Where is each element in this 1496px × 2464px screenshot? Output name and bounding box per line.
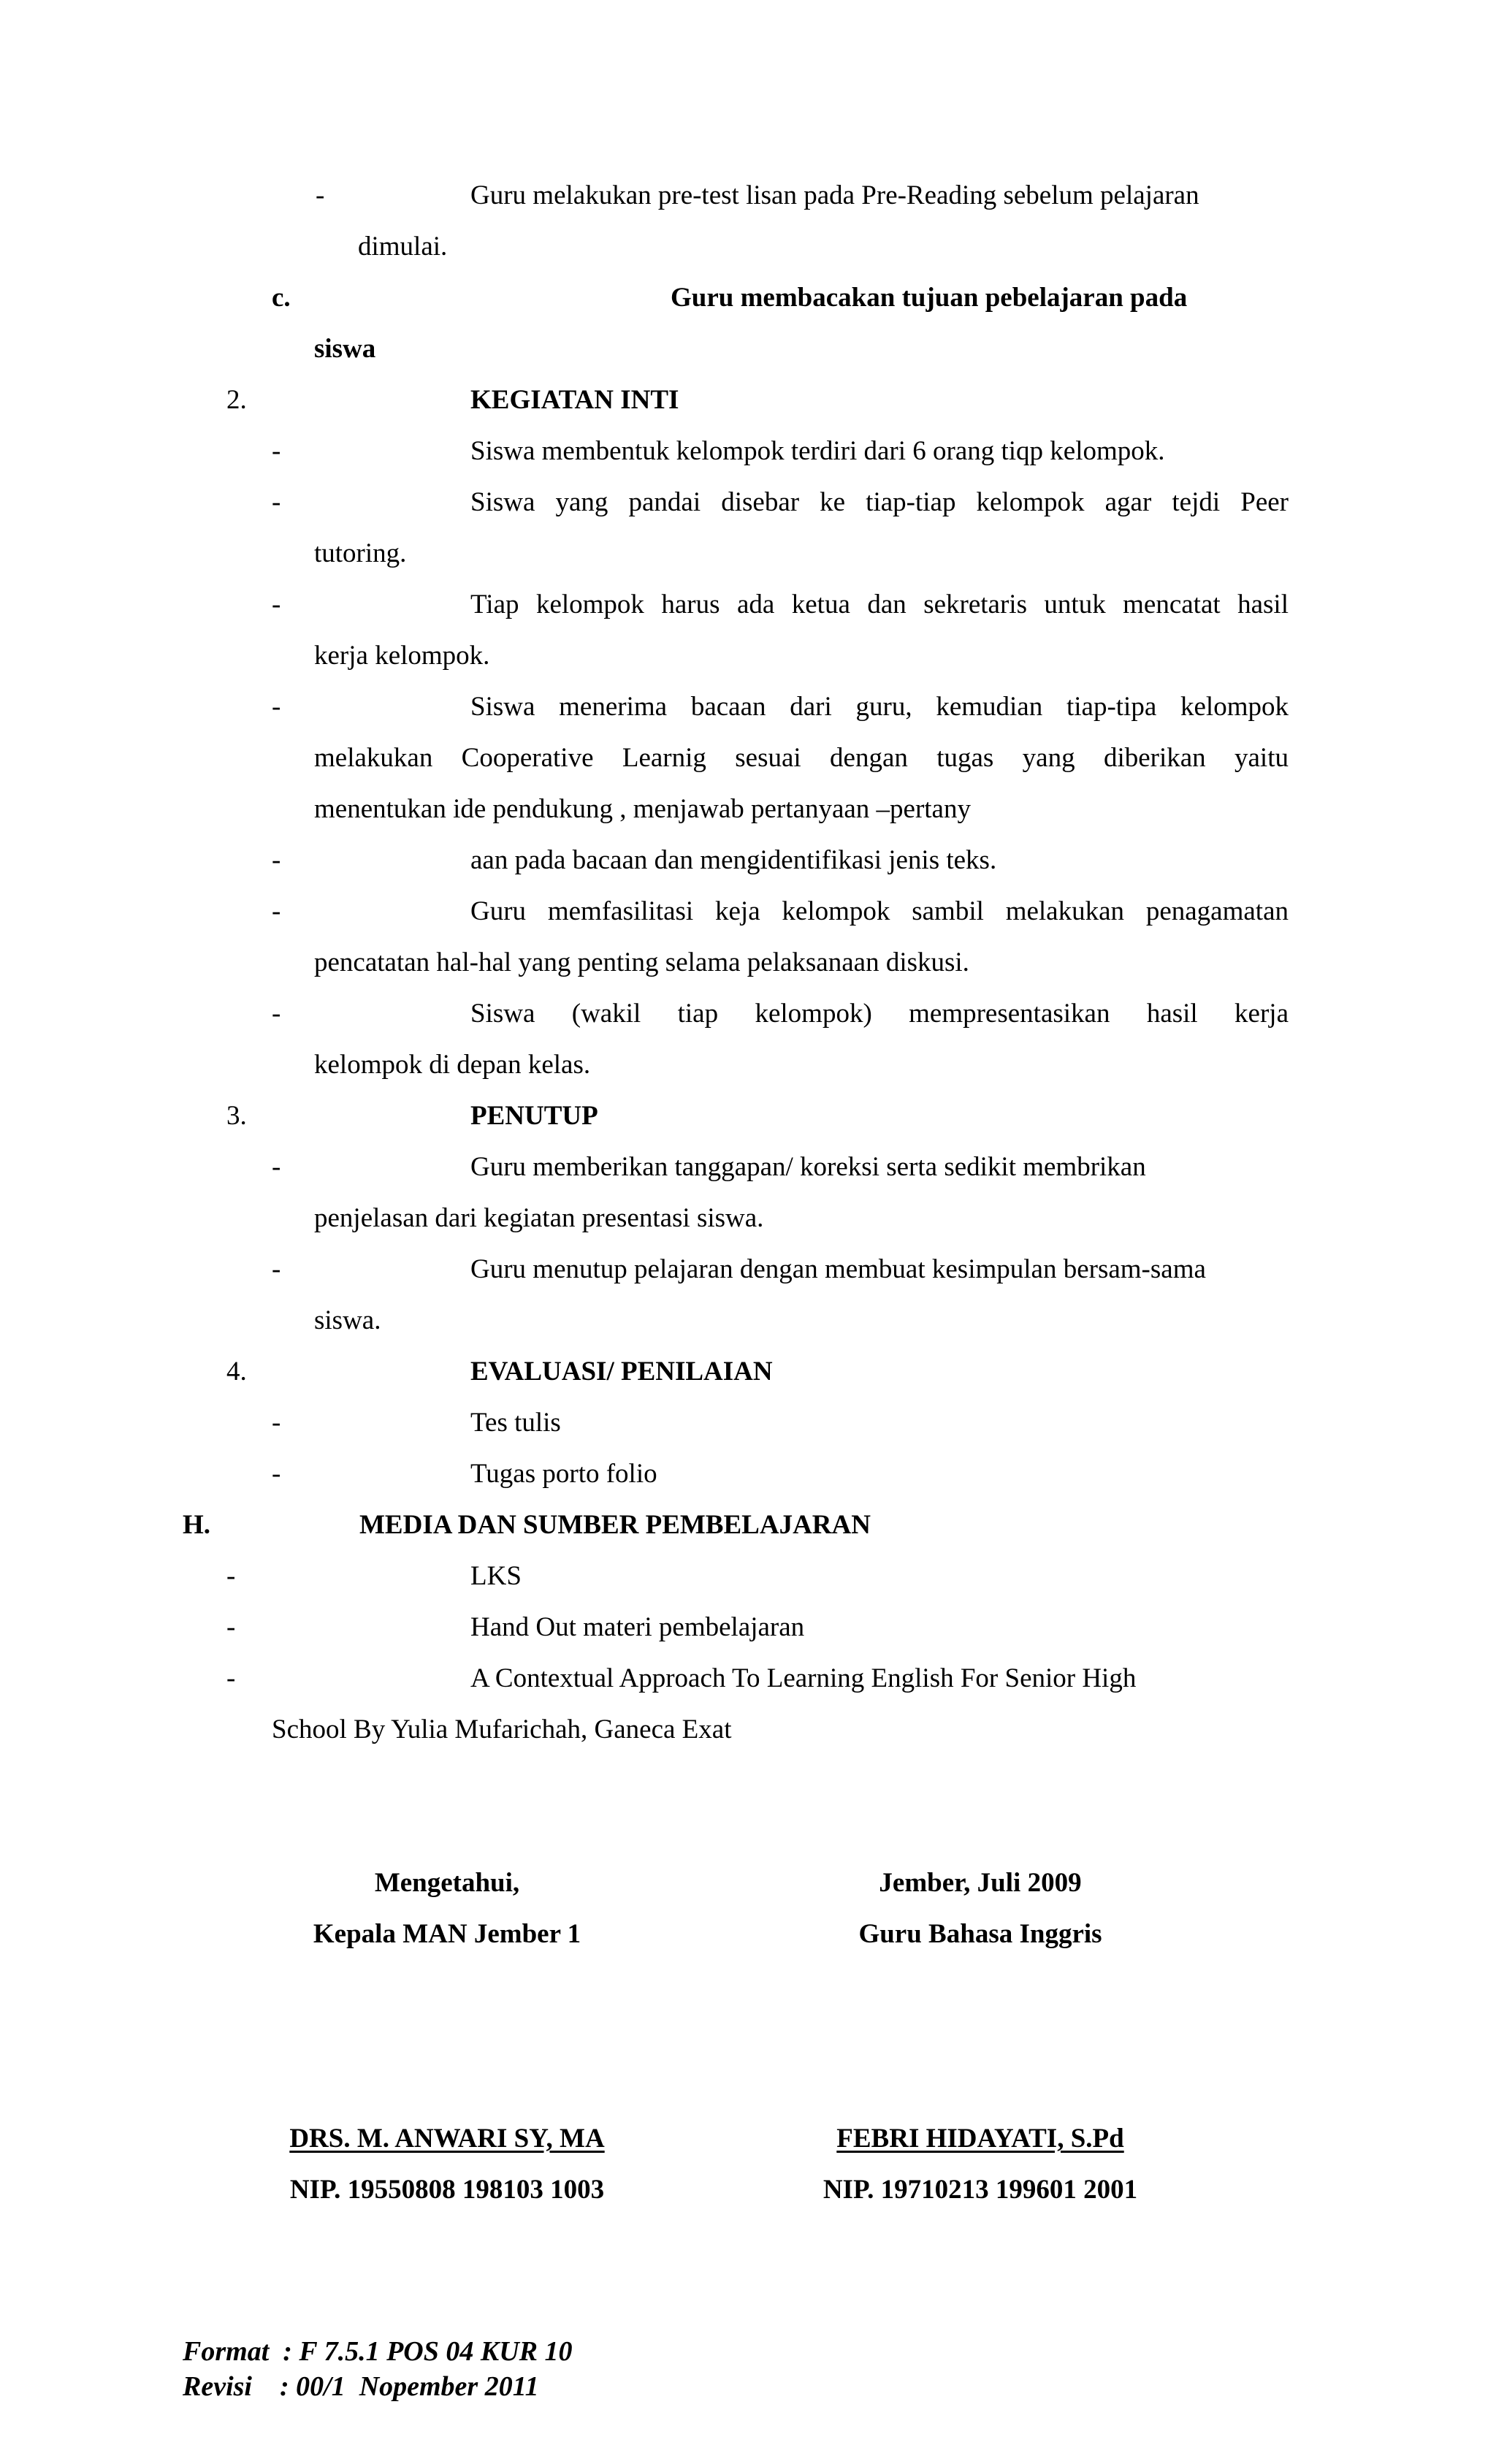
list-item-text: aan pada bacaan dan mengidentifikasi jenis teks.	[470, 845, 997, 875]
list-item-text: Tes tulis	[470, 1408, 561, 1438]
item-heading-cont: siswa	[314, 334, 376, 364]
left-signatory-nip: NIP. 19550808 198103 1003	[289, 2175, 605, 2205]
list-item-cont: siswa.	[314, 1305, 381, 1335]
section-number: 2.	[226, 385, 247, 415]
right-signatory-nip: NIP. 19710213 199601 2001	[823, 2175, 1138, 2205]
item-heading: Guru membacakan tujuan pebelajaran pada	[671, 283, 1188, 313]
right-signatory-name	[760, 2123, 1201, 2155]
list-item-cont: tutoring.	[314, 538, 407, 568]
list-item-text: Guru memfasilitasi keja kelompok sambil melakukan penagamatan	[470, 896, 1289, 926]
left-signature-line2: Kepala MAN Jember 1	[313, 1919, 581, 1949]
footer-format: Format : F 7.5.1 POS 04 KUR 10	[183, 2336, 573, 2367]
section-title: KEGIATAN INTI	[470, 385, 679, 415]
bullet: -	[226, 1561, 236, 1591]
item-number: c.	[272, 283, 291, 313]
list-item-text: Guru menutup pelajaran dengan membuat kesimpulan bersam-sama	[470, 1254, 1206, 1284]
section-number: 4.	[226, 1357, 247, 1387]
list-item-cont: menentukan ide pendukung , menjawab pertanyaan –pertany	[314, 794, 971, 824]
list-item-cont: melakukan Cooperative Learnig sesuai dengan tugas yang diberikan yaitu	[314, 743, 1289, 773]
list-item-text: Guru memberikan tanggapan/ koreksi serta sedikit membrikan	[470, 1152, 1146, 1182]
list-item-text: Siswa yang pandai disebar ke tiap-tiap kelompok agar tejdi Peer	[470, 487, 1289, 517]
bullet: -	[272, 692, 281, 722]
list-item-cont: penjelasan dari kegiatan presentasi siswa.	[314, 1203, 764, 1233]
left-signatory-name	[226, 2123, 668, 2155]
bullet: -	[272, 1152, 281, 1182]
list-item-cont: dimulai.	[358, 232, 448, 262]
bullet: -	[272, 1459, 281, 1489]
list-item-cont: kerja kelompok.	[314, 641, 490, 671]
bullet: -	[272, 1408, 281, 1438]
bullet: -	[272, 436, 281, 466]
footer-revisi: Revisi : 00/1 Nopember 2011	[183, 2371, 539, 2402]
list-item-text: Guru melakukan pre-test lisan pada Pre-Reading sebelum pelajaran	[470, 180, 1199, 210]
right-signature-line1: Jember, Juli 2009	[879, 1868, 1082, 1898]
section-number: 3.	[226, 1101, 247, 1131]
left-signatory-name-text: DRS. M. ANWARI SY, MA	[289, 2124, 605, 2154]
section-title: EVALUASI/ PENILAIAN	[470, 1357, 773, 1387]
bullet: -	[272, 487, 281, 517]
bullet: -	[272, 896, 281, 926]
list-item-text: A Contextual Approach To Learning English For Senior High	[470, 1663, 1137, 1693]
list-item-text: Tugas porto folio	[470, 1459, 657, 1489]
right-signatory-name-text: FEBRI HIDAYATI, S.Pd	[836, 2124, 1124, 2154]
list-item-cont: kelompok di depan kelas.	[314, 1050, 591, 1080]
bullet: -	[272, 1254, 281, 1284]
bullet: -	[272, 590, 281, 619]
list-item-text: Hand Out materi pembelajaran	[470, 1612, 805, 1642]
list-item-text: Siswa (wakil tiap kelompok) mempresentasikan hasil kerja	[470, 999, 1289, 1029]
bullet: -	[272, 999, 281, 1029]
bullet: -	[226, 1612, 236, 1642]
list-item-text: Tiap kelompok harus ada ketua dan sekretaris untuk mencatat hasil	[470, 590, 1289, 619]
bullet: -	[316, 180, 325, 210]
section-title: PENUTUP	[470, 1101, 598, 1131]
list-item-cont: School By Yulia Mufarichah, Ganeca Exat	[272, 1714, 732, 1744]
list-item-cont: pencatatan hal-hal yang penting selama pelaksanaan diskusi.	[314, 947, 969, 977]
left-signature-line1: Mengetahui,	[374, 1868, 520, 1898]
right-signature-line2: Guru Bahasa Inggris	[858, 1919, 1102, 1949]
section-letter: H.	[183, 1510, 211, 1540]
list-item-text: Siswa membentuk kelompok terdiri dari 6 orang tiqp kelompok.	[470, 436, 1165, 466]
bullet: -	[226, 1663, 236, 1693]
section-title: MEDIA DAN SUMBER PEMBELAJARAN	[359, 1510, 871, 1540]
list-item-text: Siswa menerima bacaan dari guru, kemudian tiap-tipa kelompok	[470, 692, 1289, 722]
list-item-text: LKS	[470, 1561, 522, 1591]
bullet: -	[272, 845, 281, 875]
